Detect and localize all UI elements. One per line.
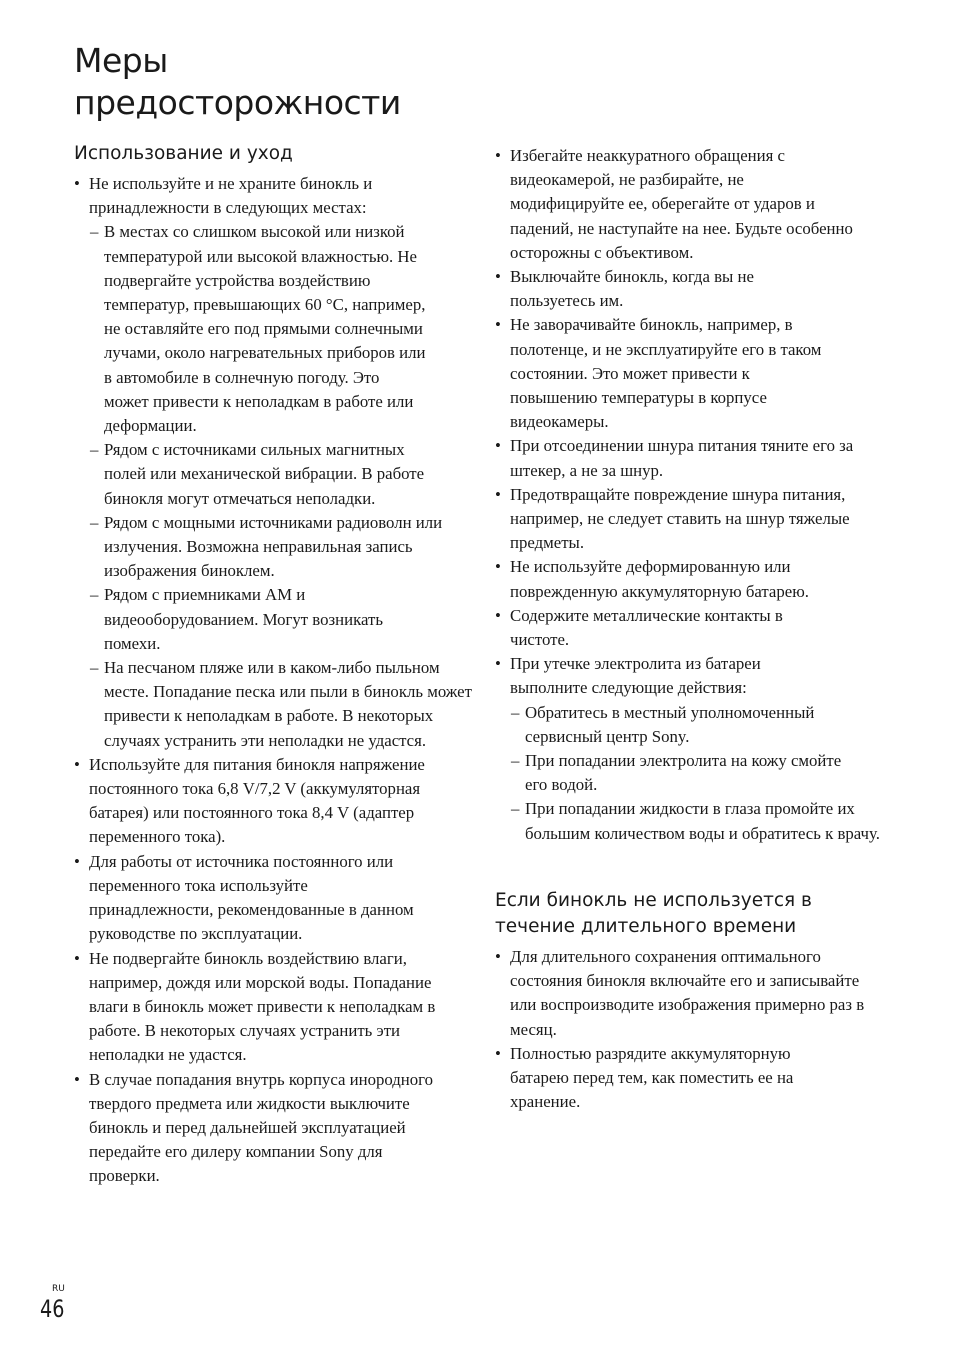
bullet-icon: • bbox=[495, 146, 501, 165]
sub-list-item-text: Рядом с мощными источниками радиоволн или излучения. Возможна неправильная запись изображения биноклем. bbox=[104, 512, 443, 581]
section-heading-storage bbox=[495, 888, 865, 940]
list-item-text: Выключайте бинокль, когда вы не пользуетесь им. bbox=[510, 267, 754, 311]
list-item-text: Полностью разрядите аккумуляторную батарею перед тем, как поместить ее на хранение. bbox=[510, 1043, 794, 1112]
page-number: 46 bbox=[40, 1295, 65, 1323]
usage-list bbox=[74, 172, 472, 1189]
list-item-text: Не используйте деформированную или поврежденную аккумуляторную батарею. bbox=[510, 557, 809, 601]
dash-icon: – bbox=[90, 585, 99, 605]
dash-icon: – bbox=[90, 512, 99, 532]
dash-icon: – bbox=[90, 658, 99, 678]
dash-icon: – bbox=[511, 702, 520, 722]
sub-list-item-text: В местах со слишком высокой или низкой температурой или высокой влажностью. Не подвергайте устройства воздействию температур, превышающих 60 °C, например, не оставляйте его под прямыми солнечными лучами, около нагревательных приборов или в автомобиле в солнечную погоду. Это может привести к неполадкам в работе или деформации. bbox=[104, 222, 426, 436]
bullet-icon: • bbox=[495, 484, 501, 504]
dash-icon: – bbox=[511, 751, 520, 771]
bullet-icon: • bbox=[74, 754, 80, 774]
list-item bbox=[495, 1042, 840, 1115]
list-item bbox=[74, 172, 404, 220]
bullet-icon: • bbox=[74, 948, 80, 968]
list-item bbox=[495, 652, 810, 700]
sub-list-item bbox=[74, 656, 474, 753]
list-item bbox=[495, 144, 855, 265]
page-title-line-1: Меры bbox=[74, 41, 168, 80]
bullet-icon: • bbox=[74, 174, 80, 193]
section-heading-usage: Использование и уход bbox=[74, 143, 293, 164]
dash-icon: – bbox=[90, 440, 99, 460]
list-item bbox=[74, 850, 429, 947]
list-item bbox=[495, 483, 855, 556]
list-item-text: Используйте для питания бинокля напряжение постоянного тока 6,8 V/7,2 V (аккумуляторная батарея) или постоянного тока 8,4 V (адаптер переменного тока). bbox=[89, 754, 425, 847]
sub-list-item bbox=[495, 797, 887, 845]
storage-list bbox=[495, 945, 865, 1114]
sub-list-item-text: Рядом с приемниками AM и видеооборудованием. Могут возникать помехи. bbox=[104, 585, 383, 653]
page-title-line-2: предосторожности bbox=[74, 83, 401, 122]
bullet-icon: • bbox=[495, 654, 501, 674]
list-item-text: Содержите металлические контакты в чистоте. bbox=[510, 605, 783, 650]
page-title bbox=[74, 40, 401, 124]
list-item-text: При утечке электролита из батареи выполните следующие действия: bbox=[510, 654, 761, 698]
usage-list-continued bbox=[495, 144, 880, 846]
list-item bbox=[495, 555, 868, 603]
sub-list-item-text: Обратитесь в местный уполномоченный сервисный центр Sony. bbox=[525, 702, 815, 746]
list-item bbox=[495, 434, 865, 482]
list-item-text: Для работы от источника постоянного или переменного тока используйте принадлежности, рекомендованные в данном руководстве по эксплуатации. bbox=[89, 851, 414, 944]
bullet-icon: • bbox=[74, 1069, 80, 1089]
list-item bbox=[495, 945, 872, 1042]
list-item-text: В случае попадания внутрь корпуса инородного твердого предмета или жидкости выключите бинокль и перед дальнейшей эксплуатацией передайте его дилеру компании Sony для проверки. bbox=[89, 1069, 434, 1186]
section-heading-storage-line-1: Если бинокль не используется в bbox=[495, 890, 812, 911]
list-item-text: Для длительного сохранения оптимального состояния бинокля включайте его и записывайте или воспроизводите изображения примерно раз в месяц. bbox=[510, 947, 865, 1039]
sub-list-item bbox=[74, 583, 419, 656]
sub-list-item bbox=[74, 511, 452, 584]
bullet-icon: • bbox=[495, 557, 501, 577]
bullet-icon: • bbox=[495, 436, 501, 456]
list-item bbox=[74, 947, 457, 1068]
bullet-icon: • bbox=[74, 851, 80, 871]
list-item-text: Не используйте и не храните бинокль и принадлежности в следующих местах: bbox=[89, 174, 373, 218]
bullet-icon: • bbox=[495, 1043, 501, 1063]
sub-list-item-text: При попадании жидкости в глаза промойте их большим количеством воды и обратитесь к врачу. bbox=[525, 799, 880, 843]
bullet-icon: • bbox=[495, 315, 501, 335]
list-item bbox=[74, 1068, 441, 1189]
sub-list-item bbox=[495, 701, 880, 749]
dash-icon: – bbox=[511, 799, 520, 819]
sub-list-item bbox=[495, 749, 850, 797]
sub-list-item bbox=[74, 220, 427, 438]
list-item-text: При отсоединении шнура питания тяните его за штекер, а не за шнур. bbox=[510, 436, 854, 480]
sub-list-item-text: На песчаном пляже или в каком-либо пыльном месте. Попадание песка или пыли в бинокль может привести к неполадкам в работе. В некоторых случаях устранить эти неполадки не удастся. bbox=[104, 658, 472, 750]
dash-icon: – bbox=[90, 222, 99, 242]
sub-list-item-text: Рядом с источниками сильных магнитных полей или механической вибрации. В работе бинокля могут отмечаться неполадки. bbox=[104, 440, 425, 508]
bullet-icon: • bbox=[495, 267, 501, 287]
sub-list-item-text: При попадании электролита на кожу смойте его водой. bbox=[525, 751, 842, 795]
list-item bbox=[495, 265, 810, 313]
list-item bbox=[495, 313, 840, 434]
list-item-text: Предотвращайте повреждение шнура питания, например, не следует ставить на шнур тяжелые предметы. bbox=[510, 484, 850, 553]
language-code: RU bbox=[52, 1284, 65, 1294]
list-item-text: Не подвергайте бинокль воздействию влаги, например, дождя или морской воды. Попадание влаги в бинокль может привести к неполадкам в работе. В некоторых случаях устранить эти неполадки не удастся. bbox=[89, 948, 436, 1065]
sub-list-item bbox=[74, 438, 449, 511]
list-item bbox=[74, 753, 437, 850]
bullet-icon: • bbox=[495, 605, 501, 625]
list-item-text: Избегайте неаккуратного обращения с видеокамерой, не разбирайте, не модифицируйте ее, оберегайте от ударов и падений, не наступайте на нее. Будьте особенно осторожны с объективом. bbox=[510, 146, 853, 262]
list-item-text: Не заворачивайте бинокль, например, в полотенце, и не эксплуатируйте его в таком состоянии. Это может привести к повышению температуры в корпусе видеокамеры. bbox=[510, 315, 822, 432]
section-heading-storage-line-2: течение длительного времени bbox=[495, 916, 797, 937]
list-item bbox=[495, 604, 825, 652]
bullet-icon: • bbox=[495, 947, 501, 966]
